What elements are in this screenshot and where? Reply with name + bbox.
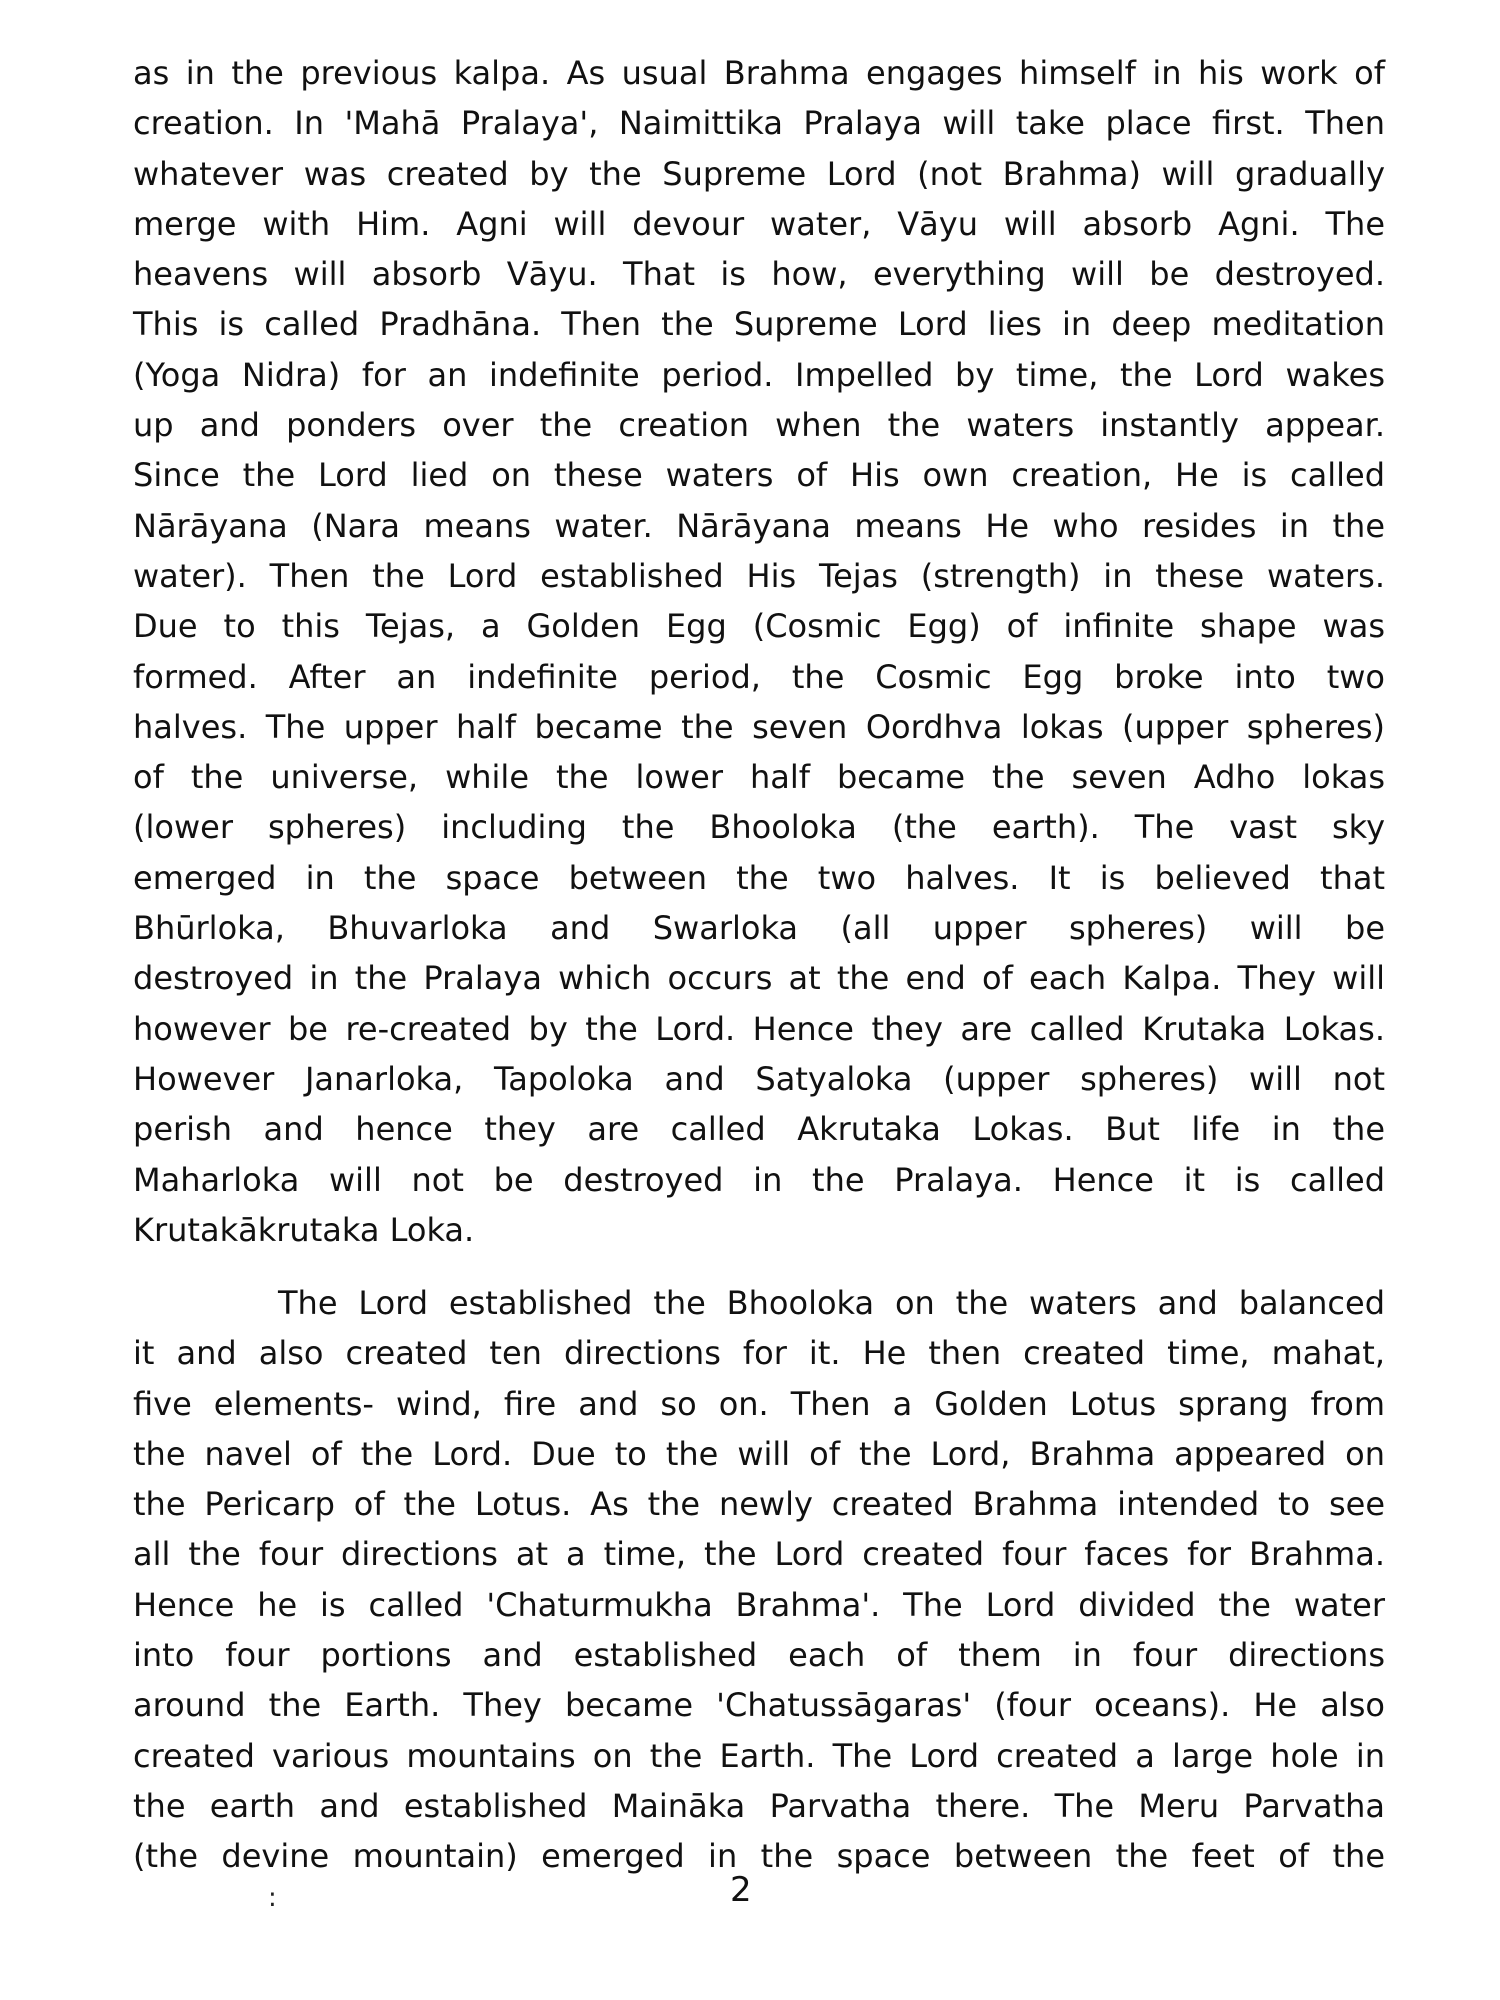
paragraph-2 (133, 1278, 1385, 1882)
text-line: The Lord established the Bhooloka on the waters and balanced (278, 1284, 1385, 1322)
text-line: however be re-created by the Lord. Hence they are called Krutaka Lokas. (133, 1009, 1385, 1048)
text-line: created various mountains on the Earth. The Lord created a large hole in (133, 1736, 1385, 1775)
text-line: This is called Pradhāna. Then the Supreme Lord lies in deep meditation (133, 305, 1385, 344)
text-line: emerged in the space between the two halves. It is believed that (133, 858, 1385, 897)
text-line: Bhūrloka, Bhuvarloka and Swarloka (all upper spheres) will be (133, 909, 1385, 948)
text-line: perish and hence they are called Akrutaka Lokas. But life in the (133, 1110, 1385, 1149)
text-line: formed. After an indefinite period, the Cosmic Egg broke into two (133, 657, 1385, 696)
text-line: five elements- wind, fire and so on. Then a Golden Lotus sprang from (133, 1384, 1385, 1423)
text-line: whatever was created by the Supreme Lord (not Brahma) will gradually (133, 154, 1385, 193)
text-line: it and also created ten directions for it. He then created time, mahat, (133, 1334, 1385, 1373)
scan-mark: : (268, 1883, 277, 1913)
text-line: destroyed in the Pralaya which occurs at the end of each Kalpa. They will (133, 959, 1385, 998)
text-line: up and ponders over the creation when the waters instantly appear. (133, 406, 1385, 445)
page-number: 2 (730, 1870, 752, 1910)
text-line: Maharloka will not be destroyed in the Pralaya. Hence it is called (133, 1160, 1385, 1199)
text-line: creation. In 'Mahā Pralaya', Naimittika Pralaya will take place first. Then (133, 104, 1385, 143)
text-line: halves. The upper half became the seven Oordhva lokas (upper spheres) (133, 707, 1385, 746)
text-line: Since the Lord lied on these waters of His own creation, He is called (133, 456, 1385, 495)
text-line: of the universe, while the lower half became the seven Adho lokas (133, 758, 1385, 797)
text-line: the navel of the Lord. Due to the will of the Lord, Brahma appeared on (133, 1434, 1385, 1473)
text-line: merge with Him. Agni will devour water, Vāyu will absorb Agni. The (133, 204, 1385, 243)
paragraph-1 (133, 48, 1385, 1255)
text-line: (the devine mountain) emerged in the space between the feet of the (133, 1837, 1385, 1876)
text-line: as in the previous kalpa. As usual Brahma engages himself in his work of (133, 54, 1385, 92)
text-line: all the four directions at a time, the Lord created four faces for Brahma. (133, 1535, 1385, 1574)
text-line: Due to this Tejas, a Golden Egg (Cosmic Egg) of infinite shape was (133, 607, 1385, 646)
text-line: (lower spheres) including the Bhooloka (the earth). The vast sky (133, 808, 1385, 847)
text-line: the Pericarp of the Lotus. As the newly created Brahma intended to see (133, 1485, 1385, 1524)
text-line: the earth and established Maināka Parvatha there. The Meru Parvatha (133, 1786, 1385, 1825)
text-line: into four portions and established each of them in four directions (133, 1636, 1385, 1675)
text-line: Hence he is called 'Chaturmukha Brahma'. The Lord divided the water (133, 1585, 1385, 1624)
text-line: Krutakākrutaka Loka. (133, 1210, 475, 1249)
text-line: Nārāyana (Nara means water. Nārāyana means He who resides in the (133, 506, 1385, 545)
text-line: water). Then the Lord established His Tejas (strength) in these waters. (133, 556, 1385, 595)
text-line: around the Earth. They became 'Chatussāgaras' (four oceans). He also (133, 1686, 1385, 1725)
text-line: However Janarloka, Tapoloka and Satyaloka (upper spheres) will not (133, 1059, 1385, 1098)
text-line: heavens will absorb Vāyu. That is how, everything will be destroyed. (133, 255, 1385, 294)
text-line: (Yoga Nidra) for an indefinite period. Impelled by time, the Lord wakes (133, 355, 1385, 394)
